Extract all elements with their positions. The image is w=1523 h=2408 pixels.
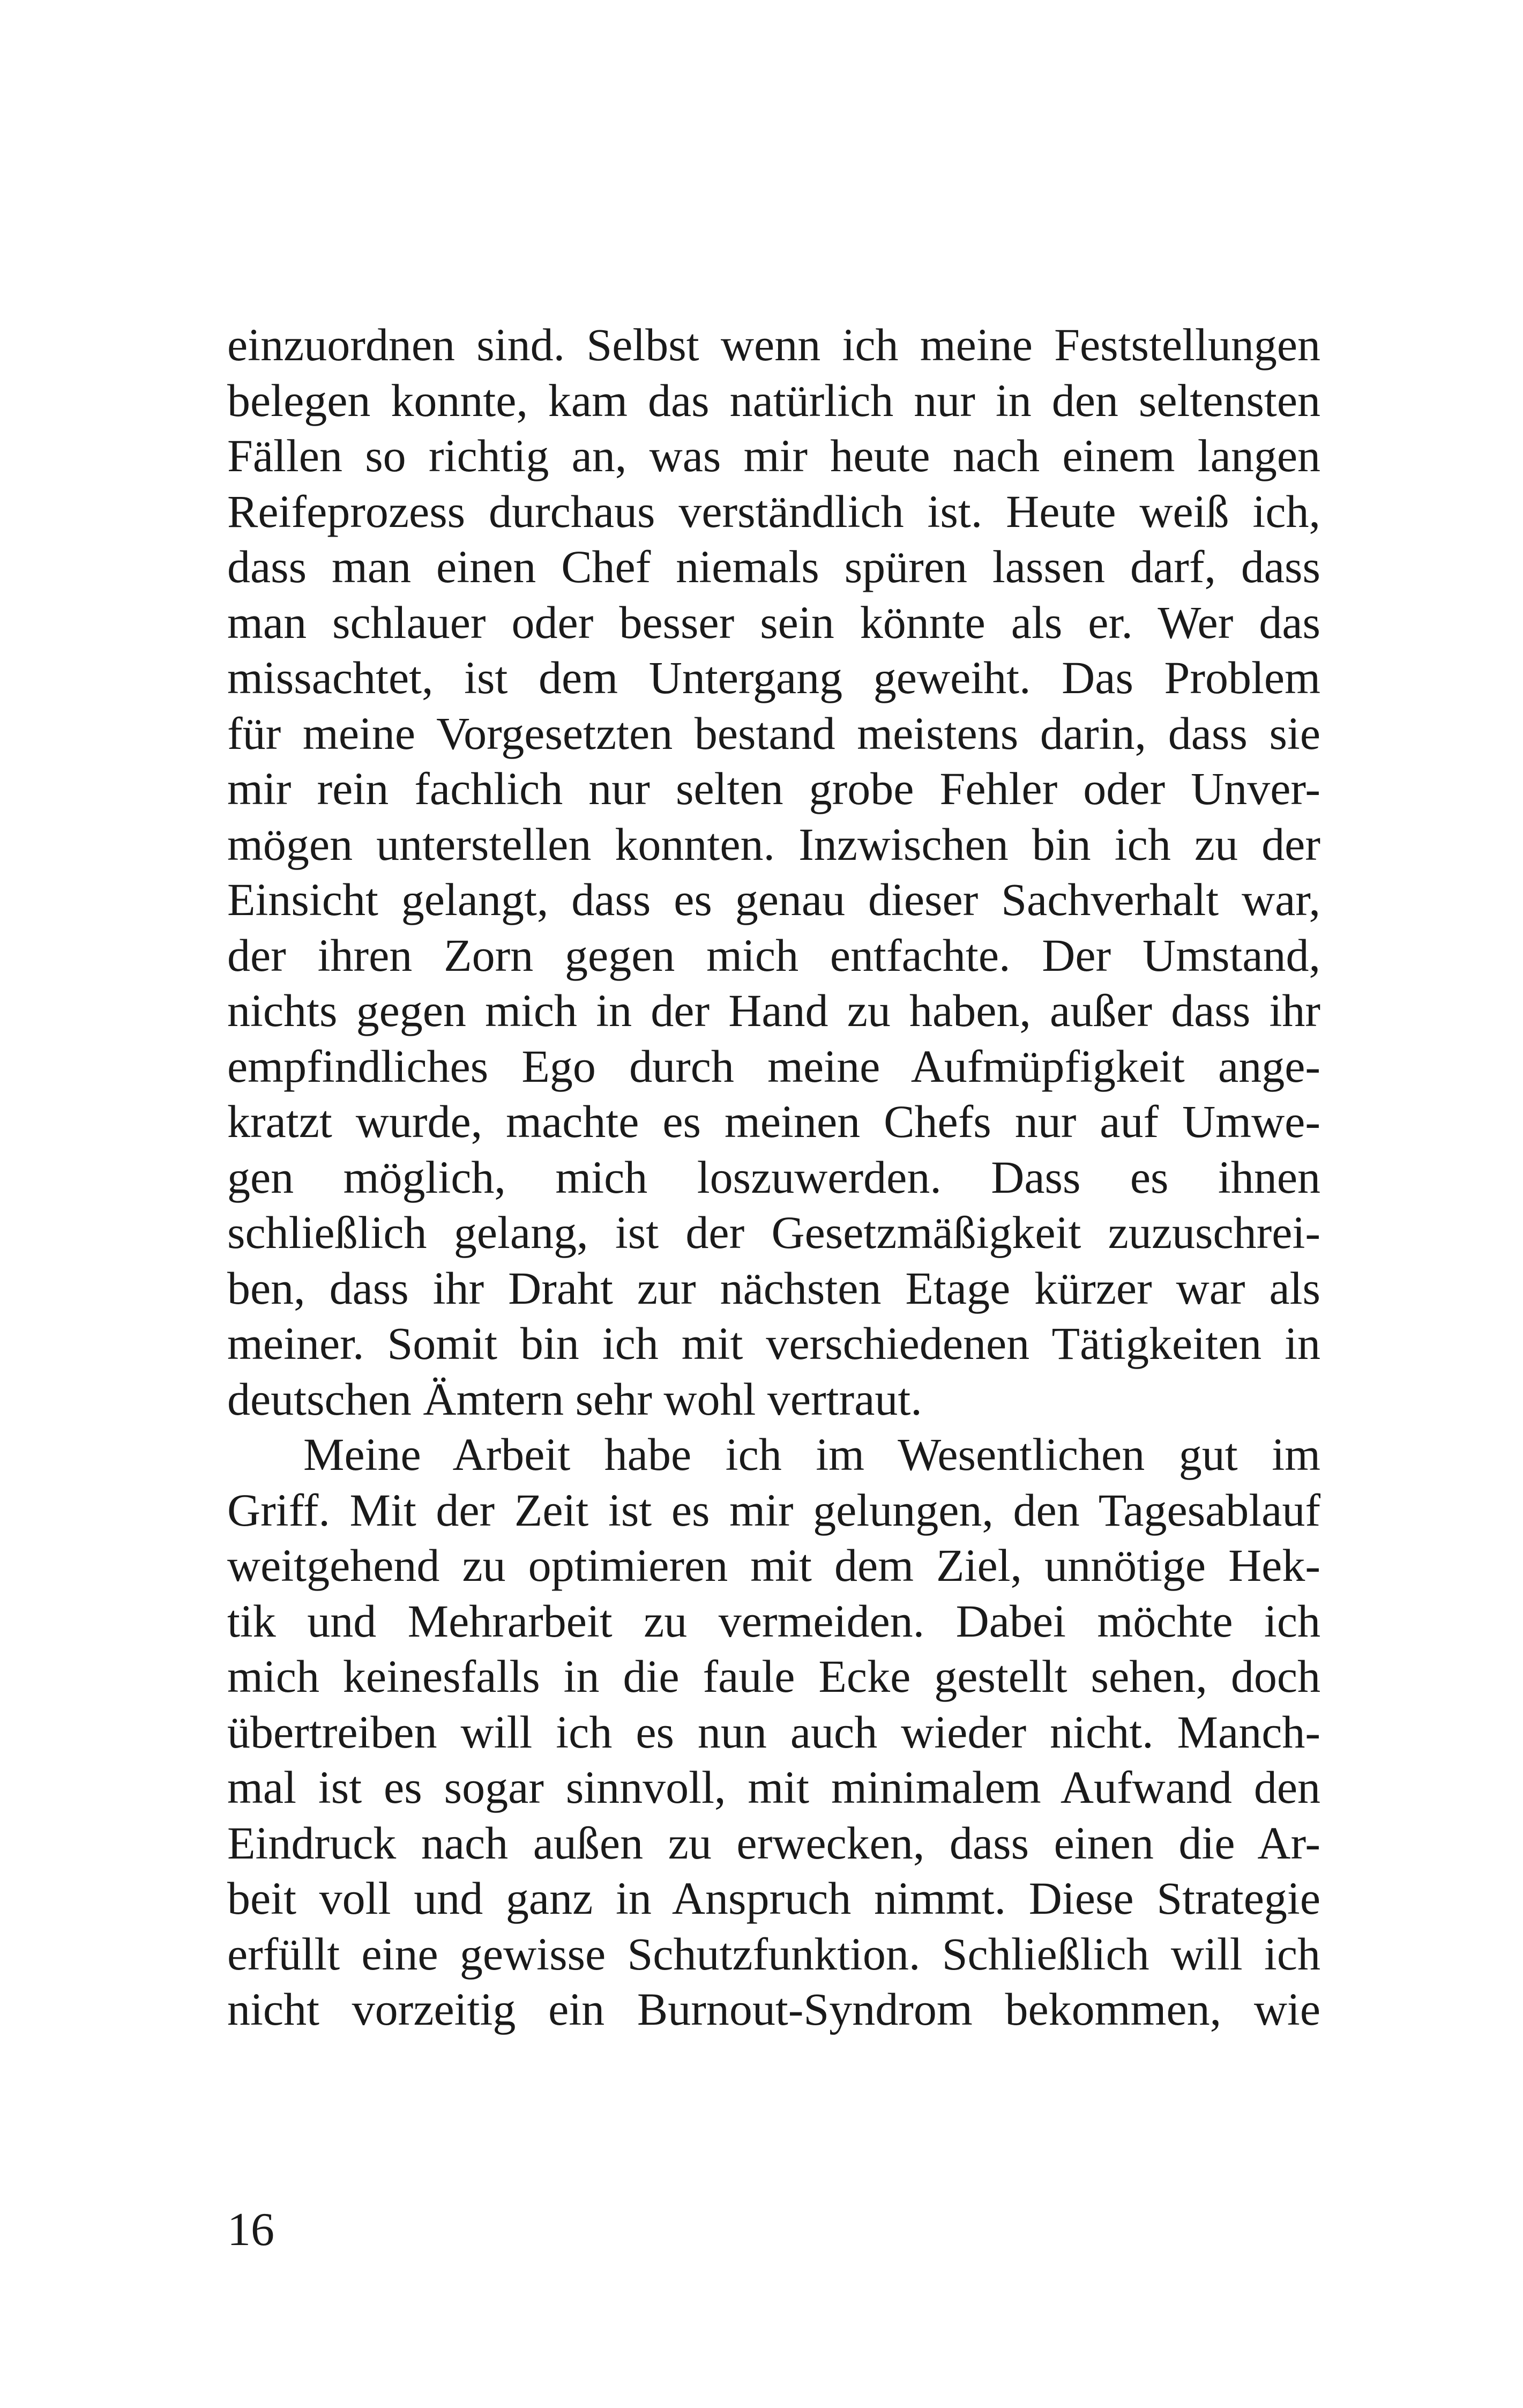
paragraph-end-line: deutschen Ämtern sehr wohl vertraut. xyxy=(227,1373,922,1425)
text-line: gen möglich, mich loszuwerden. Dass es ihnen xyxy=(227,1151,1320,1203)
text-line: der ihren Zorn gegen mich entfachte. Der Umstand, xyxy=(227,929,1320,981)
text-line: Reifeprozess durchaus verständlich ist. Heute weiß ich, xyxy=(227,485,1320,537)
text-line: tik und Mehrarbeit zu vermeiden. Dabei möchte ich xyxy=(227,1595,1320,1647)
text-line: dass man einen Chef niemals spüren lassen darf, dass xyxy=(227,541,1320,592)
text-line: einzuordnen sind. Selbst wenn ich meine Feststellungen xyxy=(227,319,1320,370)
text-line: kratzt wurde, machte es meinen Chefs nur auf Umwe- xyxy=(227,1096,1320,1147)
text-line: beit voll und ganz in Anspruch nimmt. Diese Strategie xyxy=(227,1872,1320,1924)
text-line: empfindliches Ego durch meine Aufmüpfigkeit ange- xyxy=(227,1040,1320,1092)
text-line: Fällen so richtig an, was mir heute nach einem langen xyxy=(227,430,1320,481)
text-line: belegen konnte, kam das natürlich nur in den seltensten xyxy=(227,374,1320,426)
text-line: schließlich gelang, ist der Gesetzmäßigkeit zuzuschrei- xyxy=(227,1207,1320,1258)
text-line: Einsicht gelangt, dass es genau dieser Sachverhalt war, xyxy=(227,874,1320,925)
text-line: übertreiben will ich es nun auch wieder nicht. Manch- xyxy=(227,1706,1320,1758)
page-number: 16 xyxy=(227,2204,274,2256)
text-line: erfüllt eine gewisse Schutzfunktion. Schließlich will ich xyxy=(227,1928,1320,1980)
paragraph-start-line: Meine Arbeit habe ich im Wesentlichen gut im xyxy=(303,1429,1320,1480)
text-line: Eindruck nach außen zu erwecken, dass einen die Ar- xyxy=(227,1817,1320,1869)
text-line: missachtet, ist dem Untergang geweiht. Das Problem xyxy=(227,652,1320,703)
text-line: ben, dass ihr Draht zur nächsten Etage kürzer war als xyxy=(227,1262,1320,1314)
text-line: nicht vorzeitig ein Burnout-Syndrom bekommen, wie xyxy=(227,1983,1320,2035)
text-line: mir rein fachlich nur selten grobe Fehler oder Unver- xyxy=(227,763,1320,814)
text-line: man schlauer oder besser sein könnte als er. Wer das xyxy=(227,596,1320,648)
text-line: mal ist es sogar sinnvoll, mit minimalem Aufwand den xyxy=(227,1762,1320,1813)
text-line: mögen unterstellen konnten. Inzwischen bin ich zu der xyxy=(227,818,1320,870)
text-line: mich keinesfalls in die faule Ecke gestellt sehen, doch xyxy=(227,1651,1320,1702)
text-line: meiner. Somit bin ich mit verschiedenen Tätigkeiten in xyxy=(227,1318,1320,1369)
text-line: weitgehend zu optimieren mit dem Ziel, unnötige Hek- xyxy=(227,1540,1320,1591)
text-line: für meine Vorgesetzten bestand meistens darin, dass sie xyxy=(227,707,1320,759)
body-text xyxy=(227,317,1320,2038)
text-line: Griff. Mit der Zeit ist es mir gelungen, den Tagesablauf xyxy=(227,1484,1320,1536)
text-line: nichts gegen mich in der Hand zu haben, außer dass ihr xyxy=(227,985,1320,1036)
